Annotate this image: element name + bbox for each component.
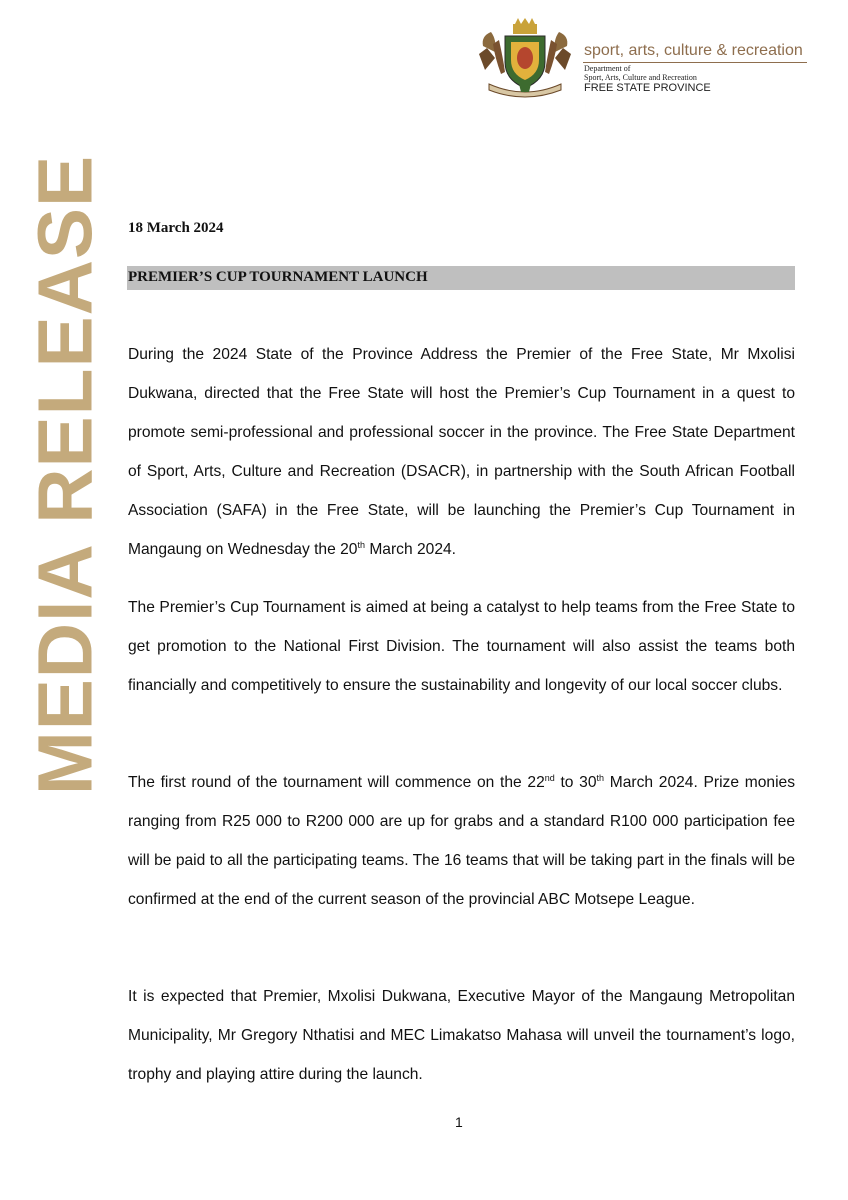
paragraph-1-text: During the 2024 State of the Province Address the Premier of the Free State, Mr Mxolisi Dukwana, directed that the Free State will host the Premier’s Cup Tournament in a quest to promote semi-professional and professional soccer in the province. The Free State Department of Sport, Arts, Culture and Recreation (DSACR), in partnership with the South African Football Association (SAFA) in the Free State, will be launching the Premier’s Cup Tournament in Mangaung on Wednesday the 20	[128, 346, 795, 558]
paragraph-3-text-middle: to 30	[554, 774, 597, 791]
province-name: FREE STATE PROVINCE	[584, 82, 711, 94]
paragraph-1	[128, 335, 795, 569]
department-name: sport, arts, culture & recreation	[584, 42, 803, 59]
paragraph-1-text-end: March 2024.	[364, 541, 456, 558]
release-heading-bar	[127, 266, 795, 290]
paragraph-3	[128, 763, 795, 919]
paragraph-3-text-end: March 2024. Prize monies ranging from R25 000 to R200 000 are up for grabs and a standard R100 000 participation fee will be paid to all the participating teams. The 16 teams that will be taking part in the finals will be confirmed at the end of the current season of the provincial ABC Motsepe League.	[128, 774, 796, 908]
release-date: 18 March 2024	[128, 220, 224, 236]
page-number: 1	[455, 1114, 463, 1130]
paragraph-2: The Premier’s Cup Tournament is aimed at being a catalyst to help teams from the Free State to get promotion to the National First Division. The tournament will also assist the teams both financially and competitively to ensure the sustainability and longevity of our local soccer clubs.	[128, 599, 795, 694]
logo-divider	[583, 62, 807, 63]
paragraph-3-superscript-1: nd	[544, 773, 555, 783]
department-line-2: Sport, Arts, Culture and Recreation	[584, 73, 697, 82]
paragraph-1-superscript: th	[357, 540, 365, 550]
paragraph-3-superscript-2: th	[596, 773, 605, 783]
media-release-banner	[23, 154, 109, 796]
coat-of-arms-icon	[475, 18, 575, 100]
media-release-text: MEDIA RELEASE	[23, 154, 109, 796]
paragraph-3-text: The first round of the tournament will commence on the 22	[128, 774, 545, 791]
release-heading: PREMIER’S CUP TOURNAMENT LAUNCH	[128, 269, 428, 285]
paragraph-4: It is expected that Premier, Mxolisi Dukwana, Executive Mayor of the Mangaung Metropolitan Municipality, Mr Gregory Nthatisi and MEC Limakatso Mahasa will unveil the tournament’s logo, trophy and playing attire during the launch.	[128, 988, 795, 1083]
department-line-1: Department of	[584, 64, 631, 73]
department-logo	[475, 18, 815, 100]
